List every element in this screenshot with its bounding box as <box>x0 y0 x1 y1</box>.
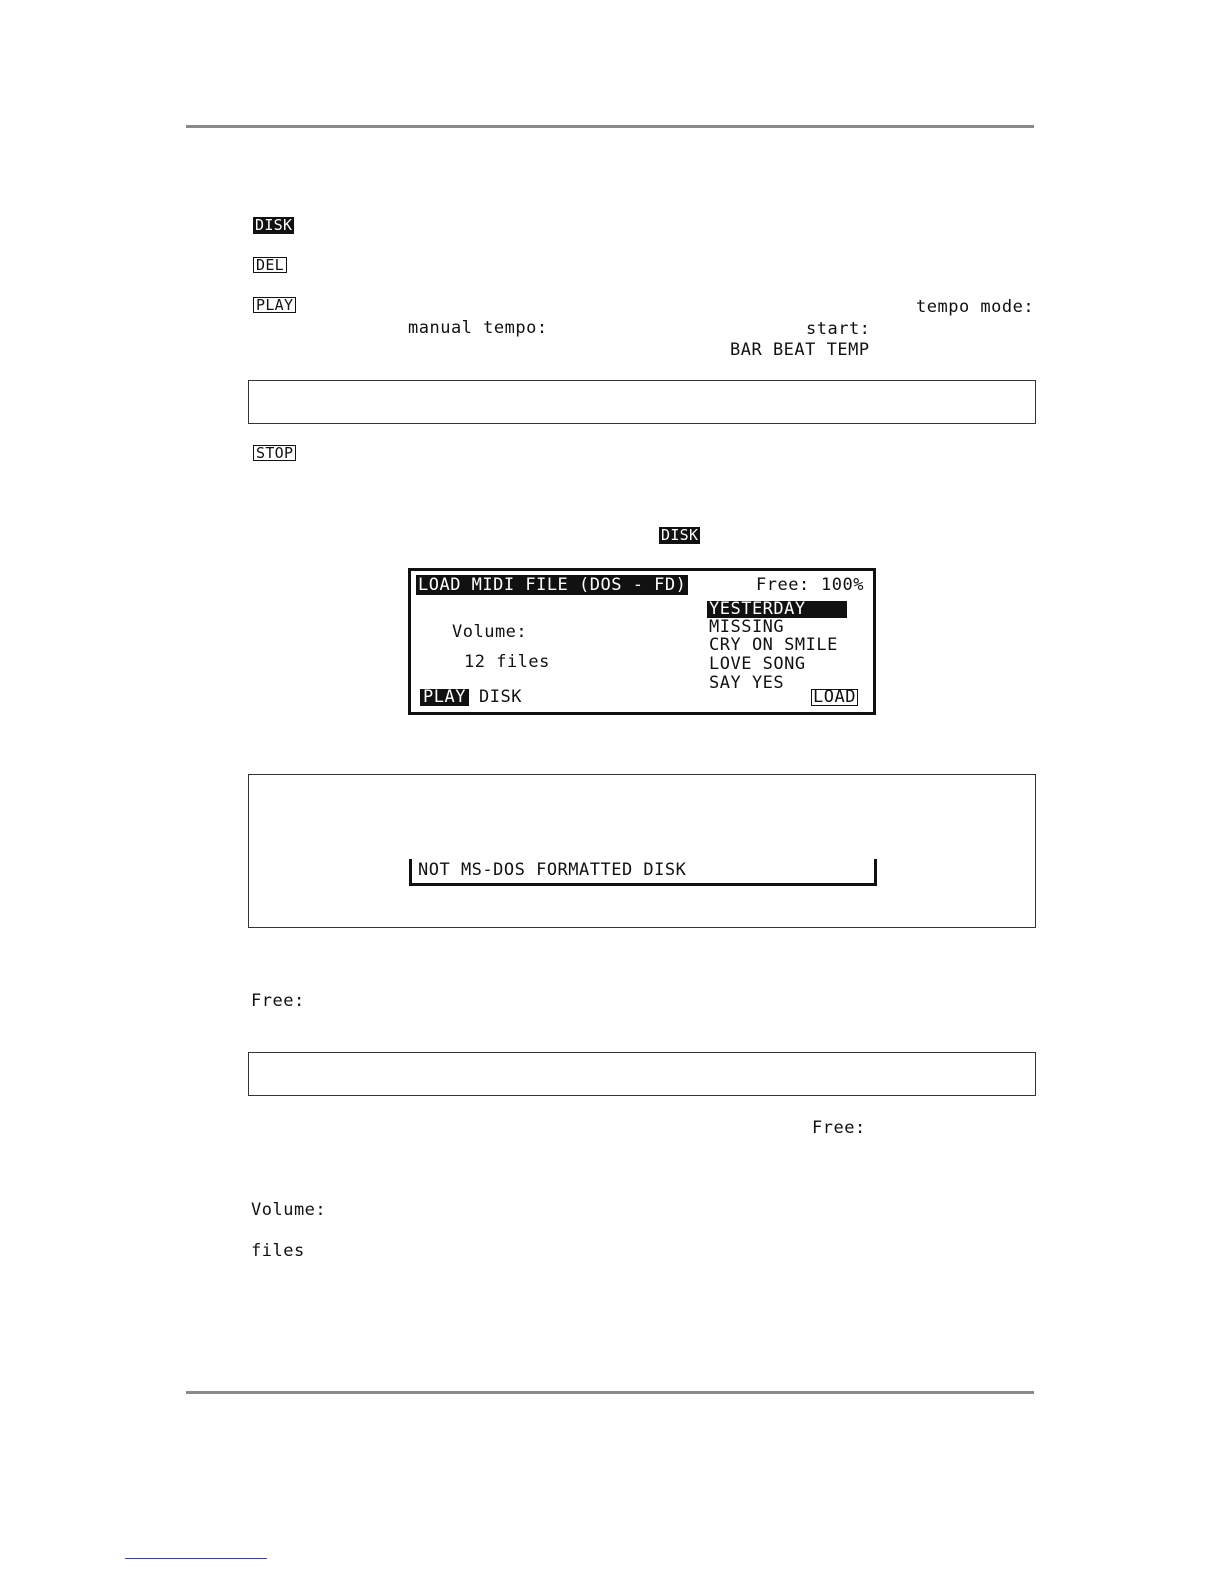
lcd-free-value: 100% <box>821 575 864 595</box>
softkey-play[interactable]: PLAY <box>420 689 469 706</box>
lcd-title: LOAD MIDI FILE (DOS - FD) <box>418 575 687 595</box>
softkey-load[interactable]: LOAD <box>813 687 856 707</box>
manual-tempo-label: manual tempo: <box>408 318 548 338</box>
free-term: Free: <box>251 991 305 1011</box>
tempo-mode-label: tempo mode: <box>916 297 1035 317</box>
header-rule <box>186 125 1034 128</box>
error-message-text: NOT MS-DOS FORMATTED DISK <box>418 860 687 880</box>
lcd-screen <box>408 568 876 715</box>
file-item[interactable]: MISSING <box>709 617 785 637</box>
file-item[interactable]: LOVE SONG <box>709 654 806 674</box>
start-label: start: <box>806 319 871 339</box>
bar-beat-temp-label: BAR BEAT TEMP <box>730 340 870 360</box>
note-box-2 <box>248 1052 1036 1096</box>
footer-link-underline[interactable] <box>125 1558 267 1559</box>
lcd-free-label: Free: <box>756 575 810 595</box>
files-term: files <box>251 1241 305 1261</box>
error-message-bar <box>409 859 877 886</box>
note-box <box>248 380 1036 424</box>
softkey-disk[interactable]: DISK <box>479 687 522 707</box>
play-key[interactable]: PLAY <box>253 297 296 313</box>
file-item[interactable]: SAY YES <box>709 673 785 693</box>
lcd-files-count: 12 files <box>464 652 550 672</box>
disk-key-inline[interactable]: DISK <box>661 526 699 544</box>
stop-key[interactable]: STOP <box>253 445 296 461</box>
file-item[interactable]: CRY ON SMILE <box>709 635 838 655</box>
disk-key[interactable]: DISK <box>255 216 293 234</box>
free-term-inline: Free: <box>812 1118 866 1138</box>
file-list <box>707 601 847 693</box>
volume-term: Volume: <box>251 1200 327 1220</box>
footer-rule <box>186 1391 1034 1394</box>
error-box <box>248 774 1036 928</box>
del-key[interactable]: DEL <box>253 257 287 273</box>
file-item-selected[interactable]: YESTERDAY <box>707 601 847 618</box>
lcd-volume-label: Volume: <box>452 622 528 642</box>
